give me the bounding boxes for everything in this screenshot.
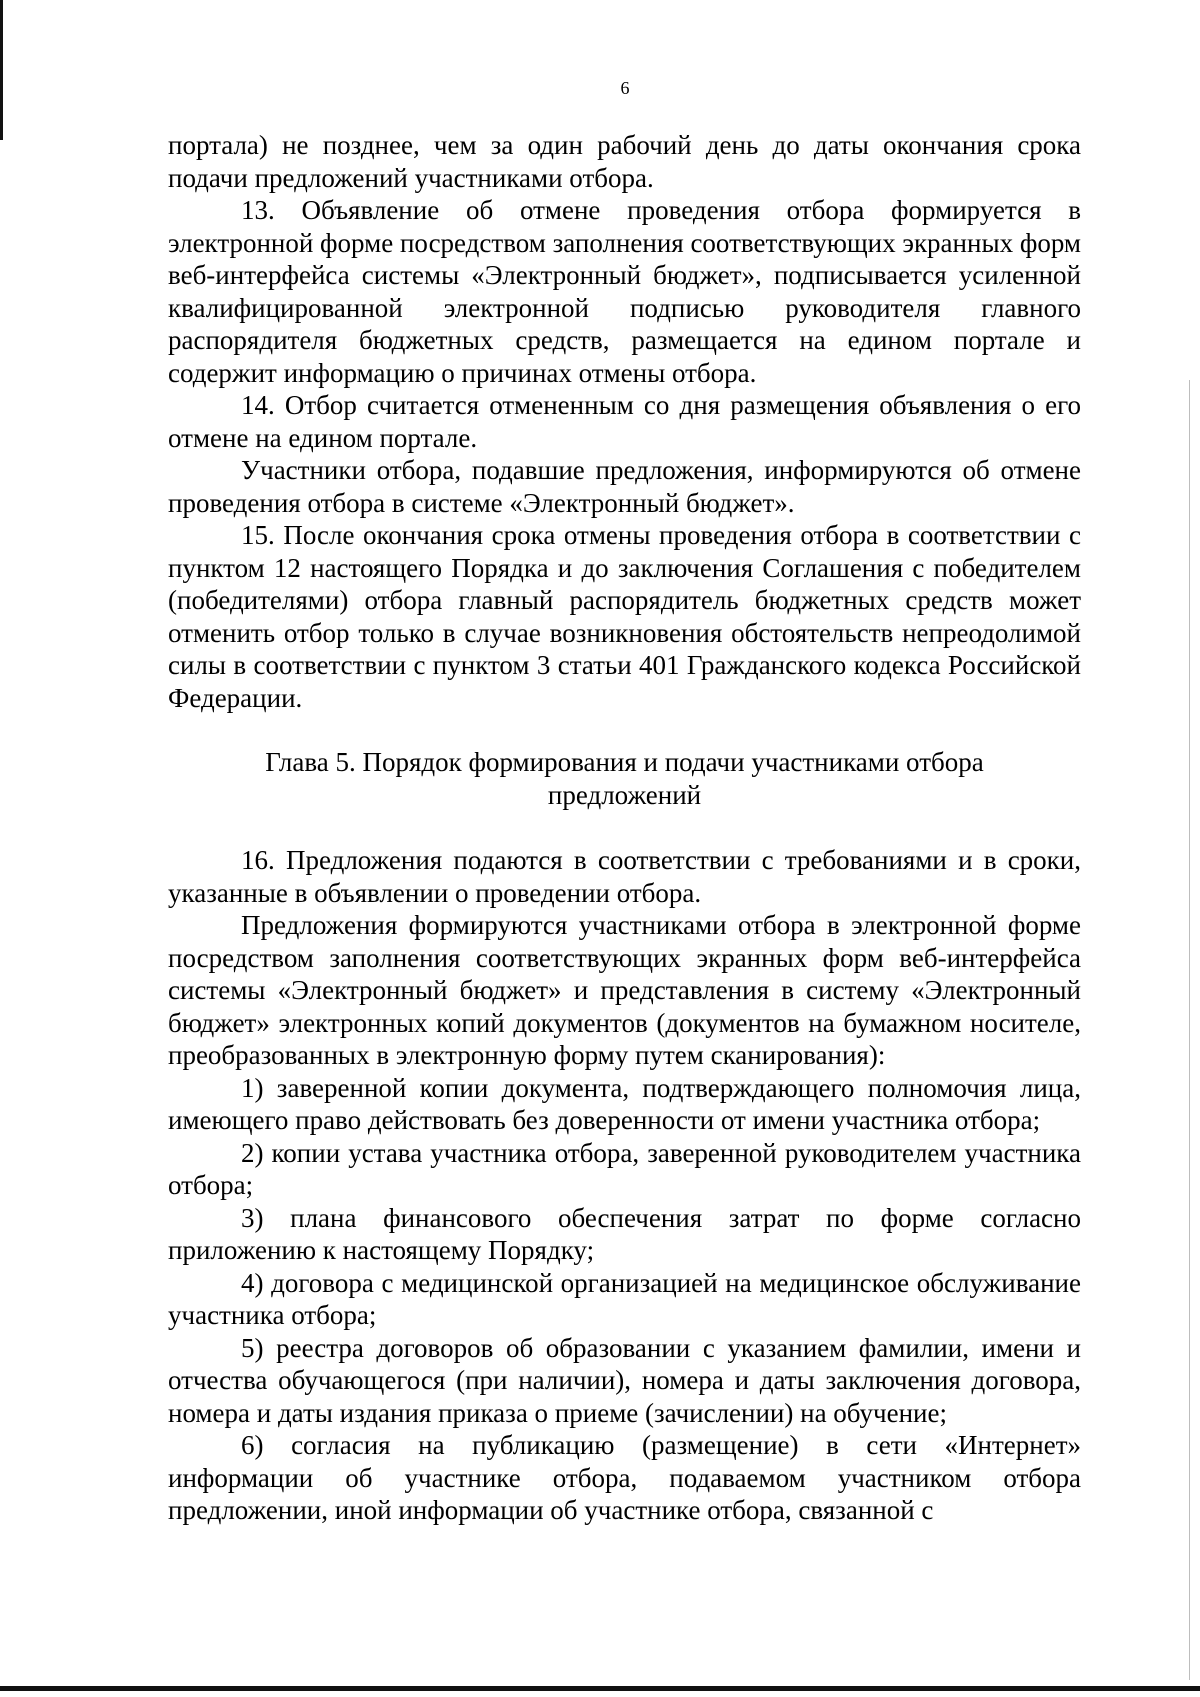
list-item-3: 3) плана финансового обеспечения затрат по форме согласно приложению к настоящему Порядку; bbox=[168, 1202, 1081, 1265]
paragraph: Предложения формируются участниками отбора в электронной форме посредством заполнения соответствующих экранных форм веб-интерфейса системы «Электронный бюджет» и представления в систему «Электронный бюджет» электронных копий документов (документов на бумажном носителе, преобразованных в электронную форму путем сканирования): bbox=[168, 910, 1081, 1070]
section-after-heading bbox=[168, 844, 1081, 1527]
page-number: 6 bbox=[620, 78, 630, 98]
paragraph-item-13: 13. Объявление об отмене проведения отбора формируется в электронной форме посредством заполнения соответствующих экранных форм веб-интерфейса системы «Электронный бюджет», подписывается усиленной квалифицированной электронной подписью руководителя главного распорядителя бюджетных средств, размещается на едином портале и содержит информацию о причинах отмены отбора. bbox=[168, 195, 1082, 388]
scan-bottom-edge bbox=[0, 1686, 1200, 1691]
chapter-heading bbox=[168, 746, 1081, 811]
list-item-4: 4) договора с медицинской организацией на медицинское обслуживание участника отбора; bbox=[168, 1267, 1081, 1330]
paragraph: портала) не позднее, чем за один рабочий день до даты окончания срока подачи предложений участниками отбора. bbox=[168, 130, 1081, 193]
paragraph-item-16: 16. Предложения подаются в соответствии с требованиями и в сроки, указанные в объявлении о проведении отбора. bbox=[168, 845, 1081, 908]
chapter-heading-line-2: предложений bbox=[547, 779, 702, 810]
section-before-heading bbox=[168, 129, 1081, 714]
paragraph: Участники отбора, подавшие предложения, информируются об отмене проведения отбора в системе «Электронный бюджет». bbox=[168, 455, 1081, 518]
list-item-1: 1) заверенной копии документа, подтверждающего полномочия лица, имеющего право действовать без доверенности от имени участника отбора; bbox=[168, 1072, 1081, 1135]
chapter-heading-line-1: Глава 5. Порядок формирования и подачи участниками отбора bbox=[265, 747, 984, 777]
list-item-2: 2) копии устава участника отбора, заверенной руководителем участника отбора; bbox=[168, 1137, 1081, 1200]
list-item-6: 6) согласия на публикацию (размещение) в сети «Интернет» информации об участнике отбора, подаваемом участником отбора предложении, иной информации об участнике отбора, связанной с bbox=[168, 1430, 1081, 1525]
spacer bbox=[168, 811, 1081, 844]
spacer bbox=[168, 714, 1081, 746]
paragraph-item-14: 14. Отбор считается отмененным со дня размещения объявления о его отмене на едином портале. bbox=[168, 390, 1081, 453]
list-item-5: 5) реестра договоров об образовании с указанием фамилии, имени и отчества обучающегося (при наличии), номера и даты заключения договора, номера и даты издания приказа о приеме (зачислении) на обучение; bbox=[168, 1332, 1081, 1428]
paragraph-item-15: 15. После окончания срока отмены проведения отбора в соответствии с пунктом 12 настоящего Порядка и до заключения Соглашения с победителем (победителями) отбора главный распорядитель бюджетных средств может отменить отбор только в случае возникновения обстоятельств непреодолимой силы в соответствии с пунктом 3 статьи 401 Гражданского кодекса Российской Федерации. bbox=[168, 520, 1081, 713]
scan-left-edge bbox=[0, 0, 3, 140]
scan-right-edge bbox=[1189, 380, 1190, 1680]
document-body bbox=[168, 129, 1081, 1527]
